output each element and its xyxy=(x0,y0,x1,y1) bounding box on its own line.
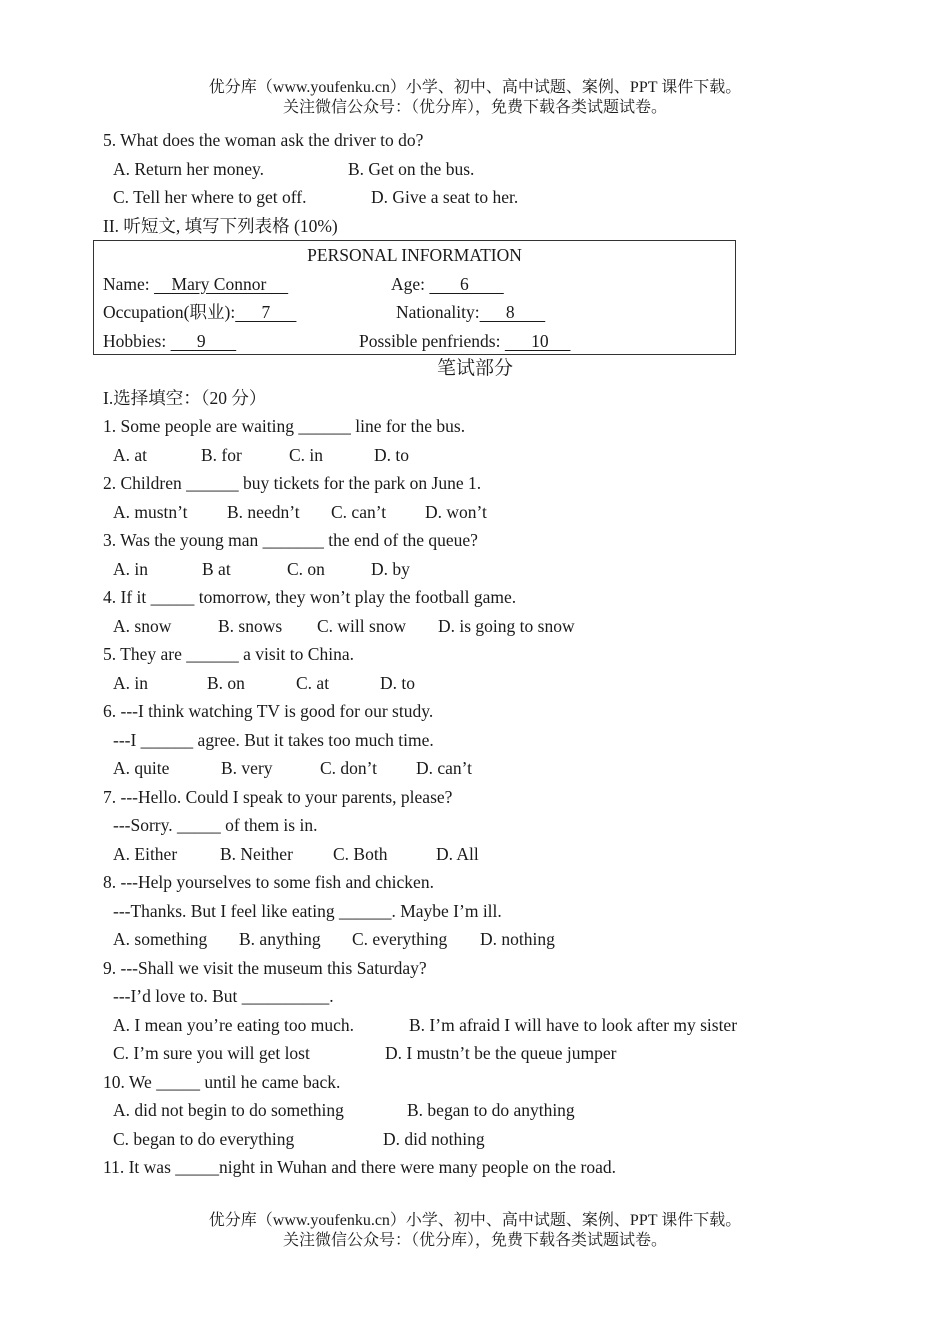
question-text: 3. Was the young man _______ the end of the queue? xyxy=(103,530,478,550)
option-b: B. on xyxy=(207,672,245,693)
footer-line-1: 优分库（www.youfenku.cn）小学、初中、高中试题、案例、PPT 课件下载。 xyxy=(208,1212,742,1229)
question-text: 5. They are ______ a visit to China. xyxy=(103,644,354,664)
option-b: B. for xyxy=(201,444,242,465)
option-a: A. Return her money. xyxy=(113,158,264,179)
question-response: ---I ______ agree. But it takes too much time. xyxy=(113,729,434,750)
option-row xyxy=(103,183,823,212)
age-value: 6 xyxy=(429,273,504,294)
option-a: A. in xyxy=(113,672,148,693)
table-title: PERSONAL INFORMATION xyxy=(307,245,522,265)
option-b: B. needn’t xyxy=(227,501,300,522)
question-response: ---Sorry. _____ of them is in. xyxy=(113,815,318,835)
nationality-field xyxy=(396,298,545,327)
question-text: 1. Some people are waiting ______ line for the bus. xyxy=(103,416,466,436)
option-a: A. quite xyxy=(113,758,170,778)
nationality-value: 8 xyxy=(479,302,546,322)
option-c: C. at xyxy=(296,672,330,693)
header-line-2: 关注微信公众号：（优分库），免费下载各类试题试卷。 xyxy=(282,99,667,116)
penfriends-field xyxy=(359,327,570,356)
option-row xyxy=(103,840,823,869)
option-a: A. Either xyxy=(113,843,178,864)
option-b: B. Get on the bus. xyxy=(348,158,475,179)
option-row xyxy=(103,1125,823,1154)
table-row xyxy=(103,298,733,327)
hobbies-label: Hobbies: xyxy=(103,330,171,351)
penfriends-label: Possible penfriends: xyxy=(359,330,505,351)
question-response: ---Thanks. But I feel like eating ______. Maybe I’m ill. xyxy=(113,900,502,921)
option-b: B at xyxy=(202,558,231,579)
footer-line-2: 关注微信公众号：（优分库），免费下载各类试题试卷。 xyxy=(282,1232,667,1249)
question-text: 10. We _____ until he came back. xyxy=(103,1071,341,1092)
option-b: B. I’m afraid I will have to look after my sister xyxy=(409,1014,738,1035)
name-label: Name: xyxy=(103,273,155,294)
written-section-title: 笔试部分 xyxy=(436,358,513,379)
question-text: 4. If it _____ tomorrow, they won’t play the football game. xyxy=(103,587,517,607)
option-c: C. everything xyxy=(352,929,448,949)
occupation-value: 7 xyxy=(235,302,297,322)
option-d: D. All xyxy=(436,843,479,864)
option-b: B. anything xyxy=(239,929,321,949)
option-row xyxy=(103,669,823,698)
header-line-1: 优分库（www.youfenku.cn）小学、初中、高中试题、案例、PPT 课件下载。 xyxy=(208,79,742,96)
question-text: 2. Children ______ buy tickets for the park on June 1. xyxy=(103,473,482,493)
option-c: C. on xyxy=(287,558,325,579)
name-field xyxy=(103,270,288,299)
option-d: D. nothing xyxy=(480,929,555,949)
option-row xyxy=(103,1039,823,1068)
option-row xyxy=(103,1096,823,1125)
option-a: A. I mean you’re eating too much. xyxy=(113,1014,355,1035)
section-title-listening: II. 听短文, 填写下列表格 (10%) xyxy=(103,215,338,236)
option-c: C. Tell her where to get off. xyxy=(113,187,307,207)
option-b: B. snows xyxy=(218,615,283,636)
option-d: D. by xyxy=(371,558,410,579)
option-c: C. Both xyxy=(333,843,388,864)
option-d: D. can’t xyxy=(416,758,473,778)
name-value: Mary Connor xyxy=(154,273,289,294)
option-d: D. Give a seat to her. xyxy=(371,187,519,207)
occupation-label: Occupation(职业): xyxy=(103,302,236,322)
option-c: C. don’t xyxy=(320,758,378,778)
worksheet-content xyxy=(103,126,823,1182)
question-response: ---I’d love to. But __________. xyxy=(113,986,334,1006)
table-row xyxy=(103,327,733,356)
question-text: 6. ---I think watching TV is good for our study. xyxy=(103,701,434,721)
part1-title: I.选择填空：（20 分） xyxy=(103,387,267,408)
hobbies-field xyxy=(103,327,236,356)
option-b: B. Neither xyxy=(220,843,293,864)
option-row xyxy=(103,498,823,527)
question-text: 5. What does the woman ask the driver to do? xyxy=(103,130,424,150)
option-c: C. in xyxy=(289,444,324,465)
option-row xyxy=(103,155,823,184)
page-footer xyxy=(0,1211,950,1251)
option-row xyxy=(103,441,823,470)
question-text: 7. ---Hello. Could I speak to your parents, please? xyxy=(103,786,453,807)
table-row xyxy=(103,270,733,299)
option-a: A. at xyxy=(113,444,148,465)
option-row xyxy=(103,612,823,641)
option-c: C. can’t xyxy=(331,501,387,522)
option-a: A. snow xyxy=(113,615,172,636)
option-a: A. in xyxy=(113,558,148,579)
option-a: A. something xyxy=(113,929,208,949)
option-row xyxy=(103,754,823,783)
option-row xyxy=(103,1011,823,1040)
question-text: 9. ---Shall we visit the museum this Saturday? xyxy=(103,957,427,978)
option-row xyxy=(103,925,823,954)
option-b: B. very xyxy=(221,758,273,778)
option-d: D. I mustn’t be the queue jumper xyxy=(385,1043,617,1063)
option-a: A. mustn’t xyxy=(113,501,188,522)
option-d: D. to xyxy=(374,444,409,465)
option-c: C. began to do everything xyxy=(113,1128,295,1149)
option-b: B. began to do anything xyxy=(407,1100,575,1120)
option-c: C. I’m sure you will get lost xyxy=(113,1043,310,1063)
age-label: Age: xyxy=(391,273,430,294)
hobbies-value: 9 xyxy=(170,330,237,351)
nationality-label: Nationality: xyxy=(396,302,480,322)
option-a: A. did not begin to do something xyxy=(113,1100,344,1120)
option-d: D. is going to snow xyxy=(438,615,575,636)
occupation-field xyxy=(103,298,296,327)
option-row xyxy=(103,555,823,584)
penfriends-value: 10 xyxy=(504,330,571,351)
question-text: 11. It was _____night in Wuhan and there were many people on the road. xyxy=(103,1157,616,1177)
page-header xyxy=(0,78,950,118)
option-c: C. will snow xyxy=(317,615,406,636)
personal-info-table xyxy=(93,240,736,355)
option-d: D. did nothing xyxy=(383,1128,485,1149)
option-d: D. to xyxy=(380,672,415,693)
question-text: 8. ---Help yourselves to some fish and chicken. xyxy=(103,872,434,892)
age-field xyxy=(391,270,504,299)
option-d: D. won’t xyxy=(425,501,487,522)
